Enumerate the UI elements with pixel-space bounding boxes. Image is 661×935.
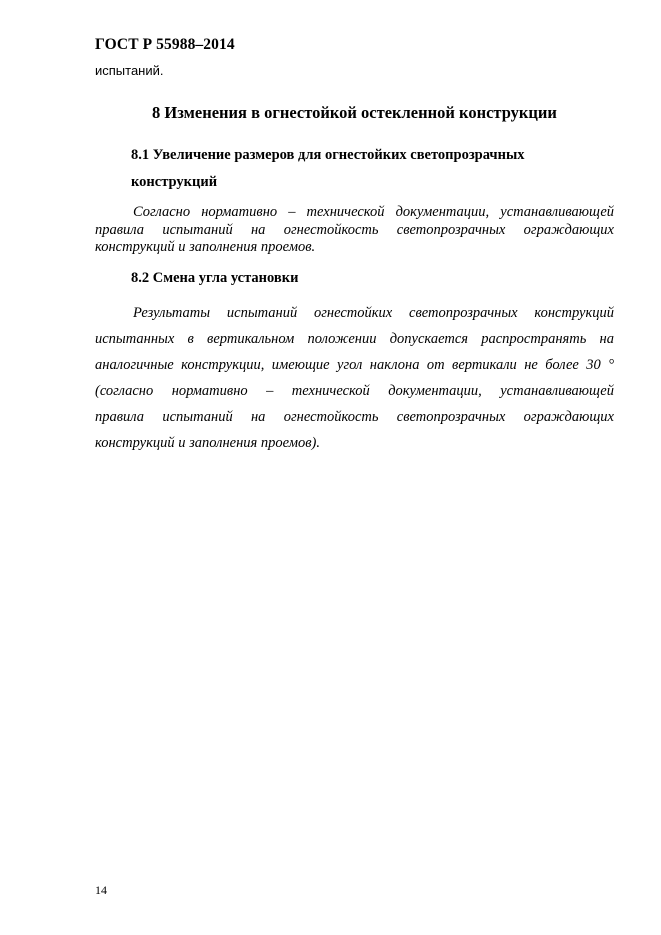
paragraph-line: конструкций и заполнения проемов. [95, 239, 316, 255]
subsection-8-2-title: 8.2 Смена угла установки [131, 270, 299, 286]
paragraph-line: правила испытаний на огнестойкость светопрозрачных ограждающих [95, 409, 614, 425]
paragraph-line: Согласно нормативно – технической документации, устанавливающей [133, 204, 614, 220]
paragraph-line: Результаты испытаний огнестойких светопрозрачных конструкций [133, 305, 614, 321]
paragraph-line: испытанных в вертикальном положении допускается распространять на [95, 331, 614, 347]
paragraph-line: конструкций и заполнения проемов). [95, 435, 320, 451]
subsection-8-1-title-line1: 8.1 Увеличение размеров для огнестойких светопрозрачных [131, 147, 525, 163]
document-code-header: ГОСТ Р 55988–2014 [95, 36, 235, 53]
paragraph-line: (согласно нормативно – технической документации, устанавливающей [95, 383, 614, 399]
paragraph-line: правила испытаний на огнестойкость светопрозрачных ограждающих [95, 221, 614, 238]
subsection-8-1-paragraph [95, 204, 614, 257]
carryover-text: испытаний. [95, 63, 164, 78]
section-8-title: 8 Изменения в огнестойкой остекленной конструкции [152, 103, 557, 122]
subsection-8-1-title-line2: конструкций [131, 174, 218, 190]
page-number: 14 [95, 883, 107, 897]
paragraph-line: аналогичные конструкции, имеющие угол наклона от вертикали не более 30 ° [95, 357, 614, 373]
subsection-8-2-paragraph [95, 300, 614, 456]
